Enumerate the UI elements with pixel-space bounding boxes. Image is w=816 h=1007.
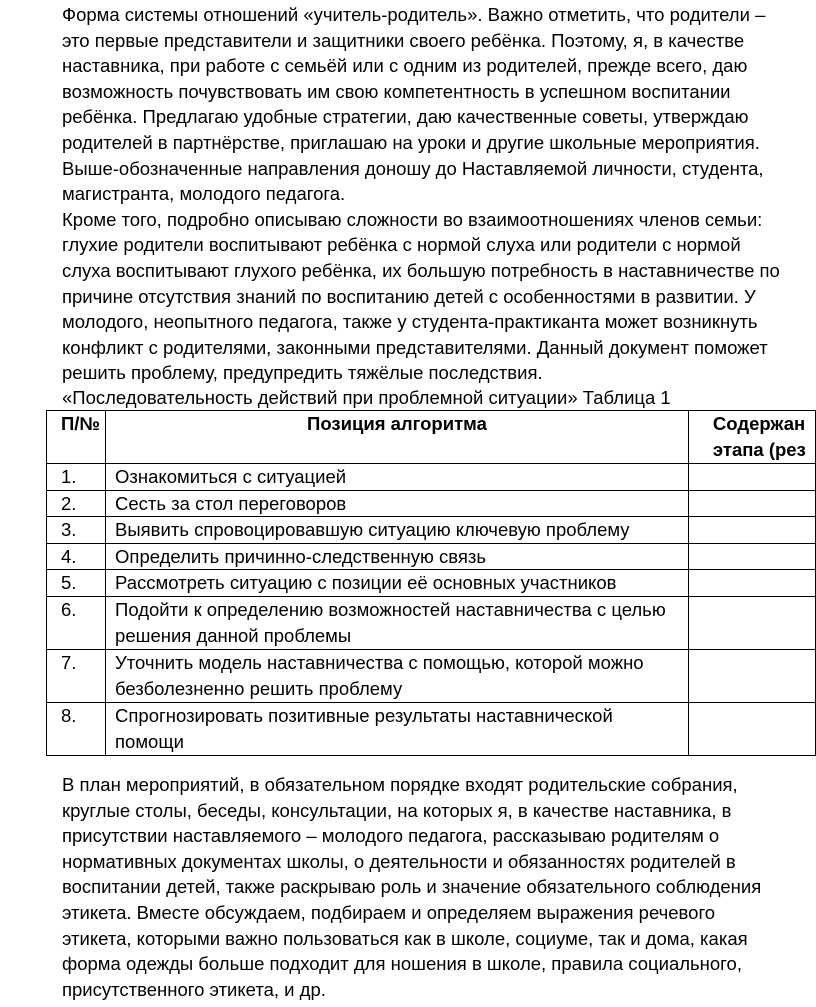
table-header-row	[47, 411, 816, 464]
row-number: 2.	[47, 490, 106, 517]
row-content	[688, 570, 815, 597]
row-position	[106, 649, 689, 702]
header-content-line: Содержан	[712, 413, 806, 434]
row-content	[688, 464, 815, 491]
header-number: П/№	[47, 411, 106, 464]
header-position: Позиция алгоритма	[106, 411, 689, 464]
table-row	[47, 517, 816, 544]
row-number: 3.	[47, 517, 106, 544]
text-line: это первые представители и защитники своего ребёнка. Поэтому, я, в качестве	[62, 29, 745, 51]
table-row	[47, 490, 816, 517]
row-number: 1.	[47, 464, 106, 491]
table-row	[47, 464, 816, 491]
table-row	[47, 543, 816, 570]
table-caption-text: «Последовательность действий при проблемной ситуации» Таблица 1	[62, 387, 671, 408]
text-line: присутственного этикета, и др.	[62, 978, 326, 1000]
text-line: молодого, неопытного педагога, также у студента-практиканта может возникнуть	[62, 311, 758, 333]
text-line: этикета. Вместе обсуждаем, подбираем и определяем выражения речевого	[62, 901, 716, 923]
row-position-line: Уточнить модель наставничества с помощью, которой можно	[115, 651, 644, 673]
row-position-line: безболезненно решить проблему	[115, 677, 403, 699]
text-line: воспитании детей, также раскрываю роль и значение обязательного соблюдения	[62, 876, 762, 898]
row-content	[688, 649, 815, 702]
row-position: Сесть за стол переговоров	[106, 490, 689, 517]
row-content	[688, 596, 815, 649]
table-row	[47, 596, 816, 649]
row-number: 5.	[47, 570, 106, 597]
text-line: слуха воспитывают глухого ребёнка, их большую потребность в наставничестве по	[62, 259, 780, 281]
row-content	[688, 517, 815, 544]
row-position: Определить причинно-следственную связь	[106, 543, 689, 570]
row-number: 4.	[47, 543, 106, 570]
row-position: Рассмотреть ситуацию с позиции её основных участников	[106, 570, 689, 597]
header-content	[688, 411, 815, 464]
table-row	[47, 702, 816, 755]
row-position	[106, 702, 689, 755]
text-line: наставника, при работе с семьёй или с одним из родителей, прежде всего, даю	[62, 55, 748, 77]
row-position-line: Подойти к определению возможностей наставничества с целью	[115, 598, 666, 620]
text-line: решить проблему, предупредить тяжёлые последствия.	[62, 362, 543, 384]
text-line: родителей в партнёрстве, приглашаю на уроки и другие школьные мероприятия.	[62, 131, 760, 153]
text-line: глухие родители воспитывают ребёнка с нормой слуха или родители с нормой	[62, 234, 741, 256]
text-line: Кроме того, подробно описываю сложности во взаимоотношениях членов семьи:	[62, 208, 763, 230]
text-line: Выше-обозначенные направления доношу до Наставляемой личности, студента,	[62, 157, 764, 179]
row-position-line: помощи	[115, 730, 184, 752]
table-caption	[62, 385, 814, 411]
row-position-line: Спрогнозировать позитивные результаты наставнической	[115, 704, 613, 726]
header-content-line: этапа (рез	[712, 438, 806, 460]
text-line: конфликт с родителями, законными представителями. Данный документ поможет	[62, 336, 768, 358]
text-line: магистранта, молодого педагога.	[62, 183, 346, 205]
outro-paragraph	[62, 772, 814, 1002]
algorithm-table	[46, 410, 816, 756]
text-line: В план мероприятий, в обязательном порядке входят родительские собрания,	[62, 774, 738, 795]
row-content	[688, 702, 815, 755]
row-number: 7.	[47, 649, 106, 702]
row-position: Ознакомиться с ситуацией	[106, 464, 689, 491]
row-number: 8.	[47, 702, 106, 755]
row-content	[688, 490, 815, 517]
row-position-line: решения данной проблемы	[115, 624, 352, 646]
text-line: причине отсутствия знаний по воспитанию детей с особенностями в развитии. У	[62, 285, 756, 307]
row-position	[106, 596, 689, 649]
text-line: круглые столы, беседы, консультации, на которых я, в качестве наставника, в	[62, 799, 732, 821]
row-number: 6.	[47, 596, 106, 649]
table-row	[47, 649, 816, 702]
row-position: Выявить спровоцировавшую ситуацию ключевую проблему	[106, 517, 689, 544]
text-line: Форма системы отношений «учитель-родитель». Важно отметить, что родители –	[62, 4, 766, 25]
table-row	[47, 570, 816, 597]
text-line: возможность почувствовать им свою компетентность в успешном воспитании	[62, 80, 731, 102]
text-line: присутствии наставляемого – молодого педагога, рассказываю родителям о	[62, 825, 720, 847]
text-line: форма одежды больше подходит для ношения в школе, правила социального,	[62, 953, 742, 975]
text-line: нормативных документах школы, о деятельности и обязанностях родителей в	[62, 850, 736, 872]
text-line: этикета, которыми важно пользоваться как в школе, социуме, так и дома, какая	[62, 927, 748, 949]
intro-paragraph	[62, 2, 814, 386]
text-line: ребёнка. Предлагаю удобные стратегии, даю качественные советы, утверждаю	[62, 106, 749, 128]
row-content	[688, 543, 815, 570]
